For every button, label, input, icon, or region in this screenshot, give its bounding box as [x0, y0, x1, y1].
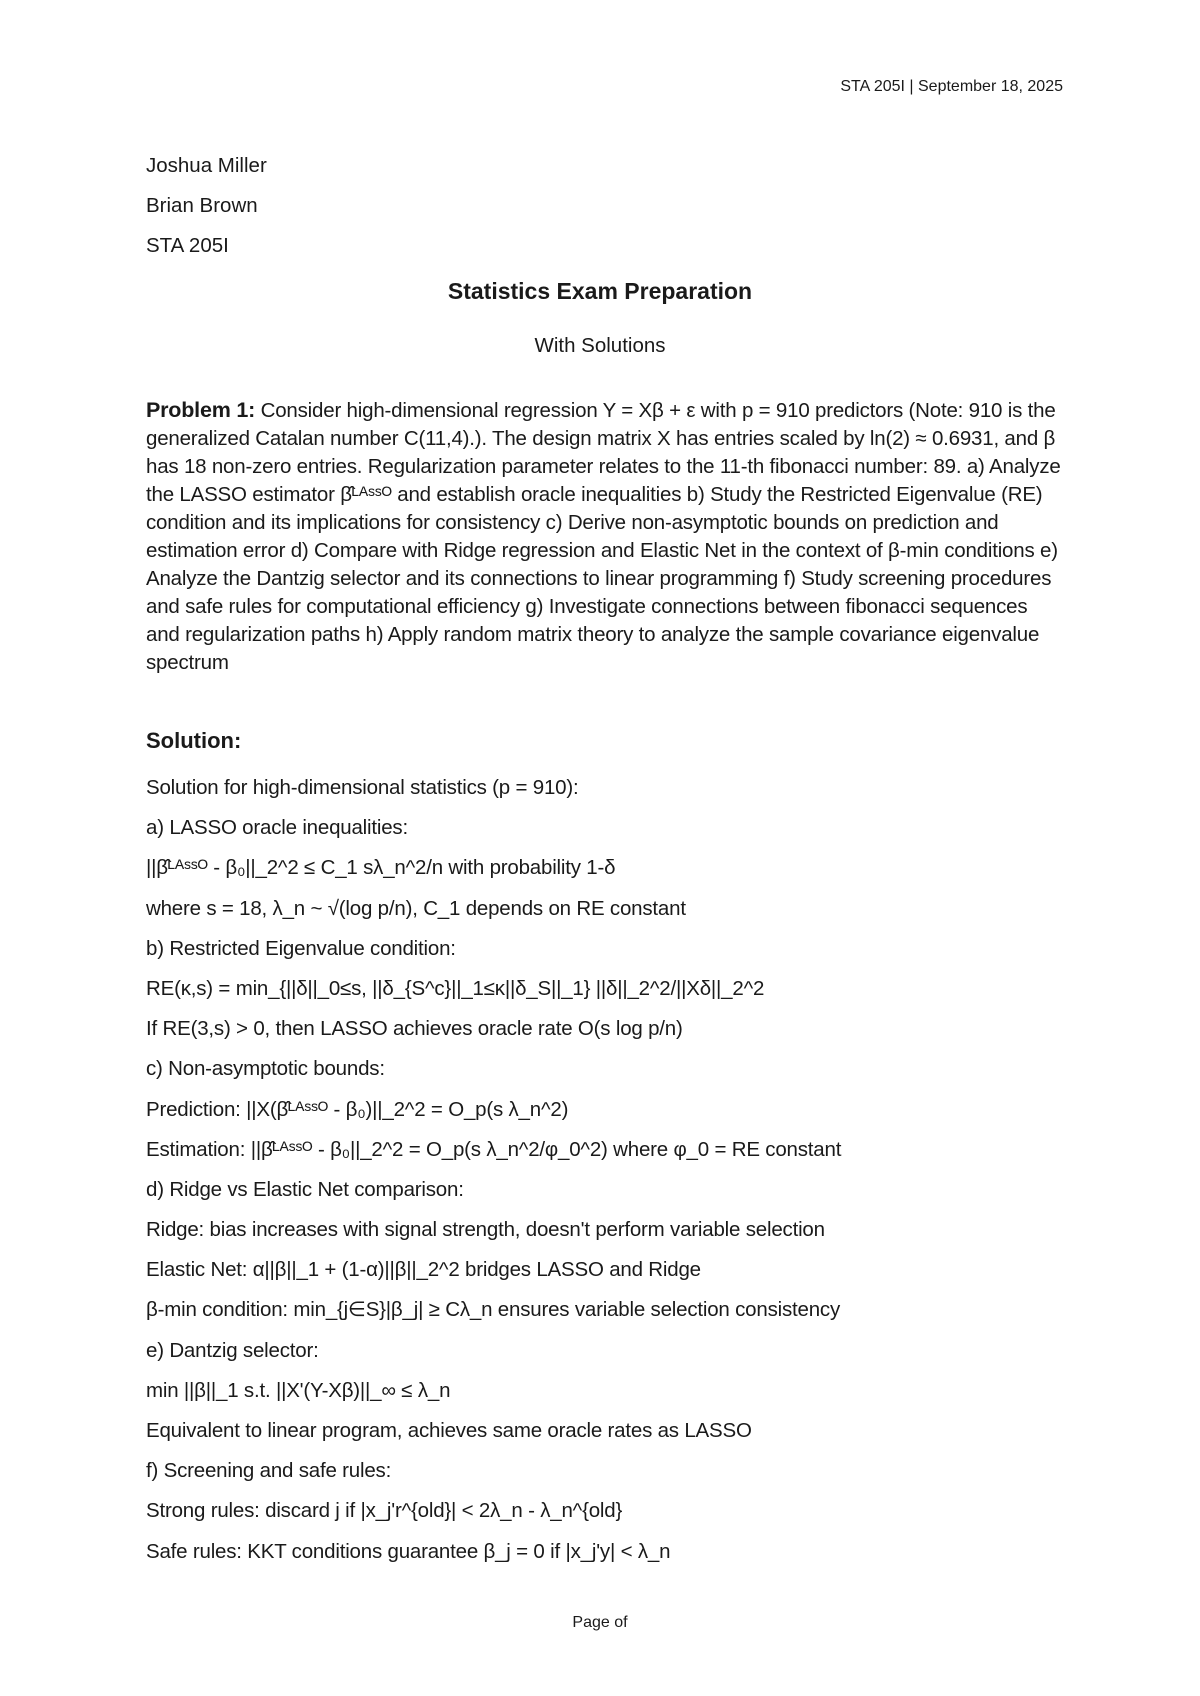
solution-line: ||β̂ᴸᴬˢˢᴼ - β₀||_2^2 ≤ C_1 sλ_n^2/n with probability 1-δ	[146, 856, 616, 880]
solution-body	[146, 768, 1086, 1572]
problem-label: Problem 1:	[146, 398, 256, 422]
author-name-2: Brian Brown	[146, 194, 258, 217]
solution-line: β-min condition: min_{j∈S}|β_j| ≥ Cλ_n ensures variable selection consistency	[146, 1298, 841, 1322]
solution-line: Elastic Net: α||β||_1 + (1-α)||β||_2^2 bridges LASSO and Ridge	[146, 1258, 701, 1282]
solution-line: min ||β||_1 s.t. ||X'(Y-Xβ)||_∞ ≤ λ_n	[146, 1378, 451, 1402]
author-block	[146, 146, 267, 266]
problem-statement	[146, 396, 1066, 677]
solution-heading: Solution:	[146, 728, 242, 753]
solution-line: Solution for high-dimensional statistics (p = 910):	[146, 776, 579, 799]
solution-line: Ridge: bias increases with signal strength, doesn't perform variable selection	[146, 1218, 825, 1242]
document-title: Statistics Exam Preparation	[447, 278, 753, 304]
problem-text: Consider high-dimensional regression Y = Xβ + ε with p = 910 predictors (Note: 910 is the generalized Catalan number C(11,4).). The design matrix X has entries scaled by ln(2) ≈ 0.6931, and β has 18 non-zero entries. Regularization parameter relates to the 11-th fibonacci number: 89. a) Analyze the LASSO estimator β̂ᴸᴬˢˢᴼ and establish oracle inequalities b) Study the Restricted Eigenvalue (RE) condition and its implications for consistency c) Derive non-asymptotic bounds on prediction and estimation error d) Compare with Ridge regression and Elastic Net in the context of β-min conditions e) Analyze the Dantzig selector and its connections to linear programming f) Study screening procedures and safe rules for computational efficiency g) Investigate connections between fibonacci sequences and regularization paths h) Apply random matrix theory to analyze the sample covariance eigenvalue spectrum	[146, 399, 1061, 674]
solution-line: where s = 18, λ_n ~ √(log p/n), C_1 depends on RE constant	[146, 896, 686, 920]
solution-line: Prediction: ||X(β̂ᴸᴬˢˢᴼ - β₀)||_2^2 = O_p(s λ_n^2)	[146, 1097, 569, 1121]
solution-line: Strong rules: discard j if |x_j'r^{old}| < 2λ_n - λ_n^{old}	[146, 1499, 623, 1523]
author-name-1: Joshua Miller	[146, 154, 267, 177]
page-header: STA 205I | September 18, 2025	[840, 78, 1063, 95]
solution-line: If RE(3,s) > 0, then LASSO achieves oracle rate O(s log p/n)	[146, 1017, 683, 1041]
solution-line: f) Screening and safe rules:	[146, 1459, 392, 1483]
page-footer: Page of	[572, 1614, 628, 1631]
solution-line: Equivalent to linear program, achieves same oracle rates as LASSO	[146, 1419, 752, 1442]
solution-line: e) Dantzig selector:	[146, 1338, 319, 1362]
solution-line: Safe rules: KKT conditions guarantee β_j = 0 if |x_j'y| < λ_n	[146, 1539, 671, 1563]
document-subtitle: With Solutions	[534, 334, 666, 357]
course-code: STA 205I	[146, 234, 229, 257]
solution-line: a) LASSO oracle inequalities:	[146, 816, 408, 840]
solution-line: RE(κ,s) = min_{||δ||_0≤s, ||δ_{S^c}||_1≤κ||δ_S||_1} ||δ||_2^2/||Xδ||_2^2	[146, 976, 765, 1000]
solution-line: d) Ridge vs Elastic Net comparison:	[146, 1177, 464, 1201]
solution-line: Estimation: ||β̂ᴸᴬˢˢᴼ - β₀||_2^2 = O_p(s λ_n^2/φ_0^2) where φ_0 = RE constant	[146, 1137, 842, 1161]
solution-line: b) Restricted Eigenvalue condition:	[146, 936, 456, 960]
solution-line: c) Non-asymptotic bounds:	[146, 1057, 385, 1081]
